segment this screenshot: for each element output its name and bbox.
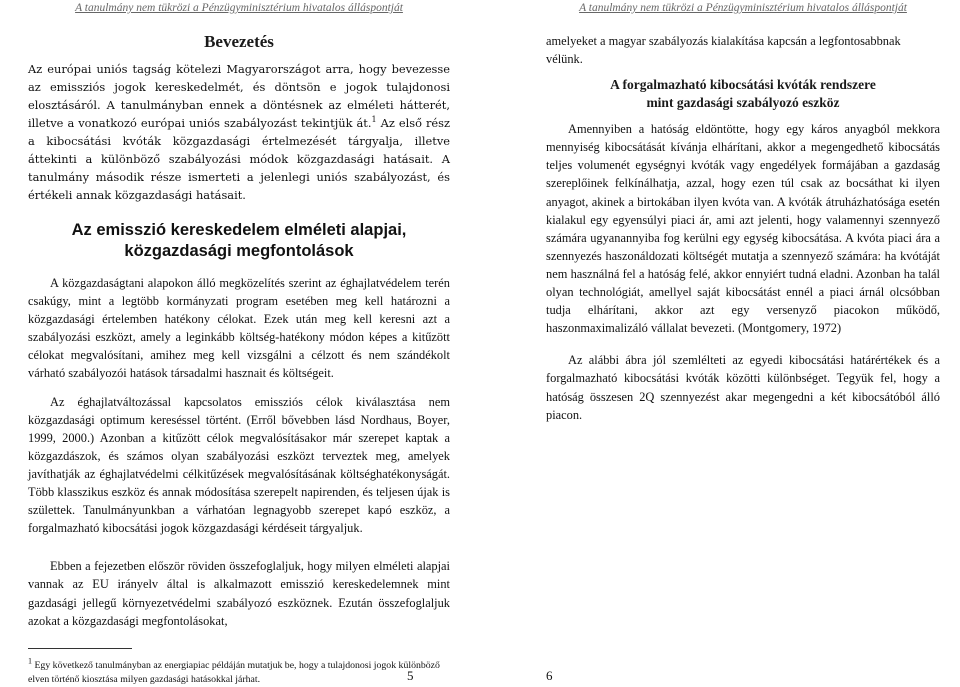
subheading <box>546 76 940 112</box>
page-number: 5 <box>407 668 414 683</box>
running-head: A tanulmány nem tükrözi a Pénzügyminisztérium hivatalos álláspontját <box>75 2 403 14</box>
intro-paragraph <box>28 60 450 204</box>
body-paragraph-1: A közgazdaságtani alapokon álló megközelítés szerint az éghajlatvédelem terén csakúgy, mint a legtöbb kormányzati program esetében meg kell határozni a közgazdasági értelemben hatékony célokat. Ezek után meg kell keresni azt a szabályozási eszközt, amely a leginkább költség-hatékony módon képes a kitűzött célokat megvalósítani, amihez meg kell vizsgálni a célzott és nem szándékolt várható szabályozói hatások társadalmi hasznait és költségeit. <box>28 276 450 381</box>
section-heading-line1: Az emisszió kereskedelem elméleti alapjai, <box>71 221 407 239</box>
section-heading-line2: közgazdasági megfontolások <box>124 242 354 260</box>
subheading-line1: A forgalmazható kibocsátási kvóták rendszere <box>610 77 876 93</box>
body-paragraph-2: Az alábbi ábra jól szemlélteti az egyedi kibocsátási határértékek és a forgalmazható kibocsátási kvóták közötti különbséget. Tegyük fel, hogy a hatóság összesen 2Q szennyezést akar megengedni a két kibocsátóból álló piacon. <box>546 353 940 422</box>
continuation-text: amelyeket a magyar szabályozás kialakítása kapcsán a legfontosabbnak vélünk. <box>546 34 901 67</box>
section-heading <box>28 220 450 262</box>
footnote-text: Egy következő tanulmányban az energiapiac példáján mutatjuk be, hogy a tulajdonosi jogok különböző elven történő kiosztása milyen gazdasági hatásokkal járhat. <box>28 659 440 685</box>
intro-text-continued: Az első rész a kibocsátási kvóták közgazdasági értelmezését tárgyalja, illetve áttekinti a különböző szabályozási módok közgazdasági hatásait. A tanulmány második része ismerteti a jelenlegi uniós szabályozást, és értékeli annak közgazdasági hatásait. <box>28 116 450 202</box>
footnote-number: 1 <box>28 656 32 666</box>
page-number: 6 <box>546 668 553 683</box>
subheading-line2: mint gazdasági szabályozó eszköz <box>646 95 840 111</box>
left-page <box>0 0 480 686</box>
running-head: A tanulmány nem tükrözi a Pénzügyminisztérium hivatalos álláspontját <box>579 2 907 14</box>
body-paragraph-3: Ebben a fejezetben először röviden összefoglaljuk, hogy milyen elméleti alapjai vannak az EU irányelv által is alkalmazott emisszió kereskedelemnek mint gazdasági jellegű környezetvédelmi szabályozó eszköznek. Ezután összefoglaljuk azokat a közgazdasági megfontolásokat, <box>28 559 450 628</box>
intro-text: Az európai uniós tagság kötelezi Magyarországot arra, hogy bevezesse az emissziós jogok kereskedelmét, és döntsön e jogok tulajdonosi elosztásáról. A tanulmányban ennek a döntésnek az elméleti hátterét, illetve a vonatkozó európai uniós szabályozást tekintjük át. <box>28 62 450 130</box>
right-page <box>480 0 960 686</box>
footnote <box>28 656 450 687</box>
footnote-ref[interactable]: 1 <box>371 115 377 125</box>
intro-heading: Bevezetés <box>204 32 274 51</box>
footnote-divider <box>28 648 132 649</box>
body-paragraph-2: Az éghajlatváltozással kapcsolatos emissziós célok kiválasztása nem közgazdasági optimum kereséssel történt. (Erről bővebben lásd Nordhaus, Boyer, 1999, 2000.) Azonban a kitűzött célok megvalósításakor már szerepet kaptak a közgazdászok, és számos olyan szabályozási eszközt terveztek meg, amelyek javíthatják az éghajlatvédelmi célkitűzések megvalósításának költséghatékonyságát. Több klasszikus eszköz és annak módosítása szerepelt napirenden, és teljesen újak is születtek. Tanulmányunkban a várhatóan legnagyobb szerepet kapó eszköz, a forgalmazható kibocsátási jogok közgazdasági kérdéseit tárgyaljuk. <box>28 394 450 536</box>
body-paragraph-1: Amennyiben a hatóság eldöntötte, hogy egy káros anyagból mekkora mennyiség kibocsátását kívánja elhárítani, akkor a megengedhető kibocsátás teljes volumenét egységnyi kvóták vagy engedélyek formájában a gazdaság szereplőinek felkínálhatja, azzal, hogy ezen túl csak az bocsáthat ki ilyen anyagot, akinek a birtokában ilyen kvóta van. A kvóták átruházhatósága esetén kialakul egy egyensúlyi piaci ár, ami azt jelenti, hogy valamennyi szennyező számára ugyanannyiba fog kerülni egy egység kibocsátása. A kvóta piaci ára a szennyezés haszonáldozati költségét mutatja a szennyező számára: ha kvótáját nem használná fel a hatóság felé, akkor ennyiért tudná eladni. Azonban ha talál olyan technológiát, amellyel saját kibocsátást ennél a piaci árnál olcsóbban tudja elhárítani, akkor azt egy versenyző piacokon működő, haszonmaximalizáló vállalat bevezeti. (Montgomery, 1972) <box>546 122 940 336</box>
